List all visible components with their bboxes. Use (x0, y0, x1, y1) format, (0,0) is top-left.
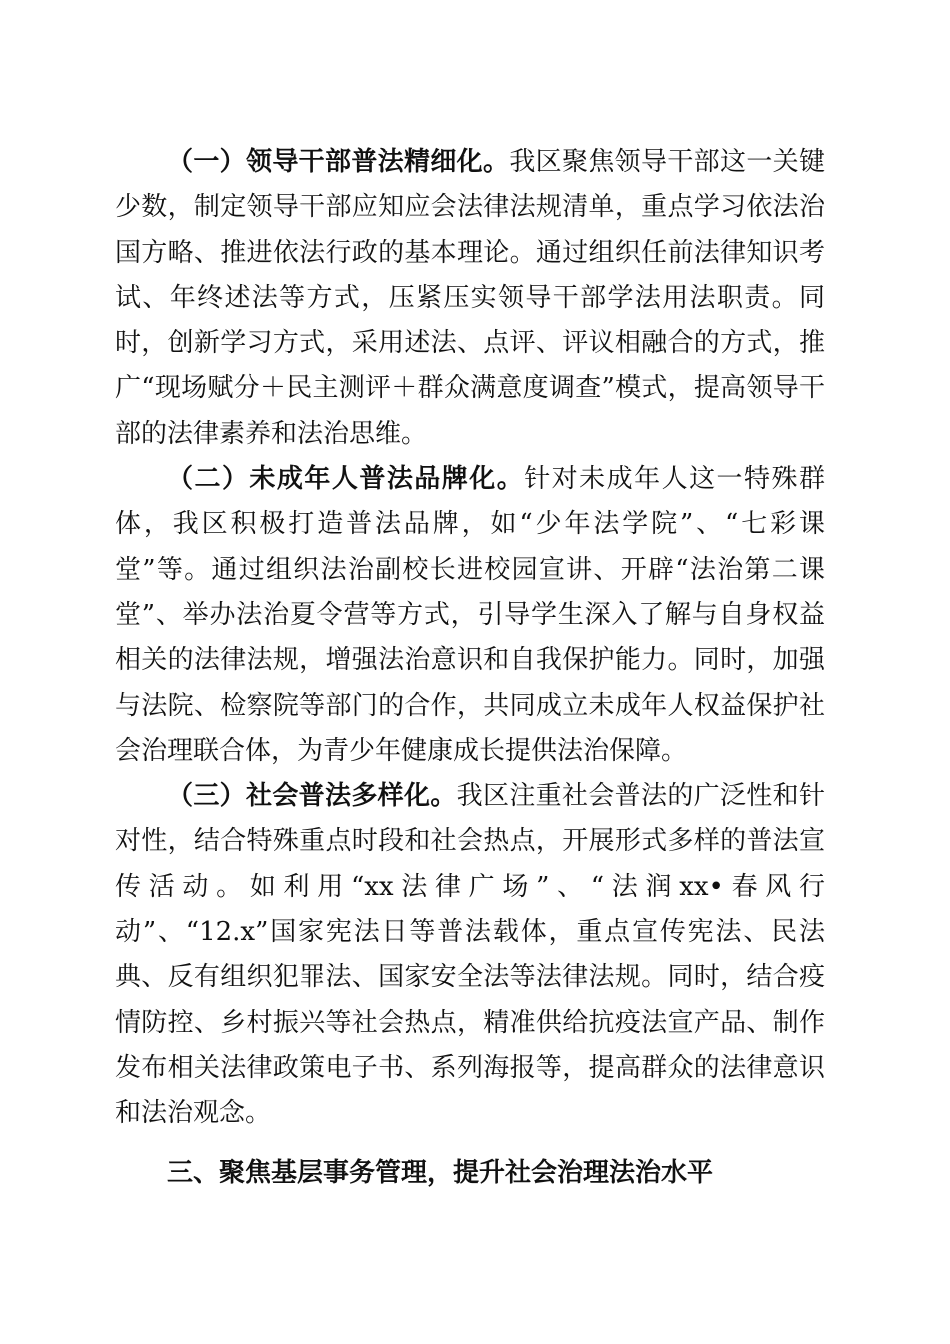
paragraph-society (115, 774, 825, 1136)
paragraph-lead: （三）社会普法多样化。 (167, 781, 457, 812)
paragraph-text: 我区聚焦领导干部这一关键少数，制定领导干部应知应会法律法规清单，重点学习依法治国方略、推进依法行政的基本理论。通过组织任前法律知识考试、年终述法等方式，压紧压实领导干部学法用法职责。同时，创新学习方式，采用述法、点评、评议相融合的方式，推广“现场赋分＋民主测评＋群众满意度调查”模式，提高领导干部的法律素养和法治思维。 (115, 147, 825, 449)
paragraph-leader-cadres (115, 140, 825, 457)
paragraph-lead: （二）未成年人普法品牌化。 (167, 464, 525, 495)
paragraph-lead: （一）领导干部普法精细化。 (167, 147, 510, 177)
paragraph-minors (115, 457, 825, 774)
section-heading: 三、聚焦基层事务管理，提升社会治理法治水平 (167, 1157, 714, 1188)
document-body (115, 140, 825, 1196)
paragraph-text: 我区注重社会普法的广泛性和针对性，结合特殊重点时段和社会热点，开展形式多样的普法宣传活动。如利用“xx法律广场”、“法润xx•春风行动”、“12.x”国家宪法日等普法载体，重点宣传宪法、民法典、反有组织犯罪法、国家安全法等法律法规。同时，结合疫情防控、乡村振兴等社会热点，精准供给抗疫法宣产品、制作发布相关法律政策电子书、系列海报等，提高群众的法律意识和法治观念。 (115, 781, 825, 1129)
paragraph-text: 针对未成年人这一特殊群体，我区积极打造普法品牌，如“少年法学院”、“七彩课堂”等。通过组织法治副校长进校园宣讲、开辟“法治第二课堂”、举办法治夏令营等方式，引导学生深入了解与自身权益相关的法律法规，增强法治意识和自我保护能力。同时，加强与法院、检察院等部门的合作，共同成立未成年人权益保护社会治理联合体，为青少年健康成长提供法治保障。 (115, 464, 825, 766)
